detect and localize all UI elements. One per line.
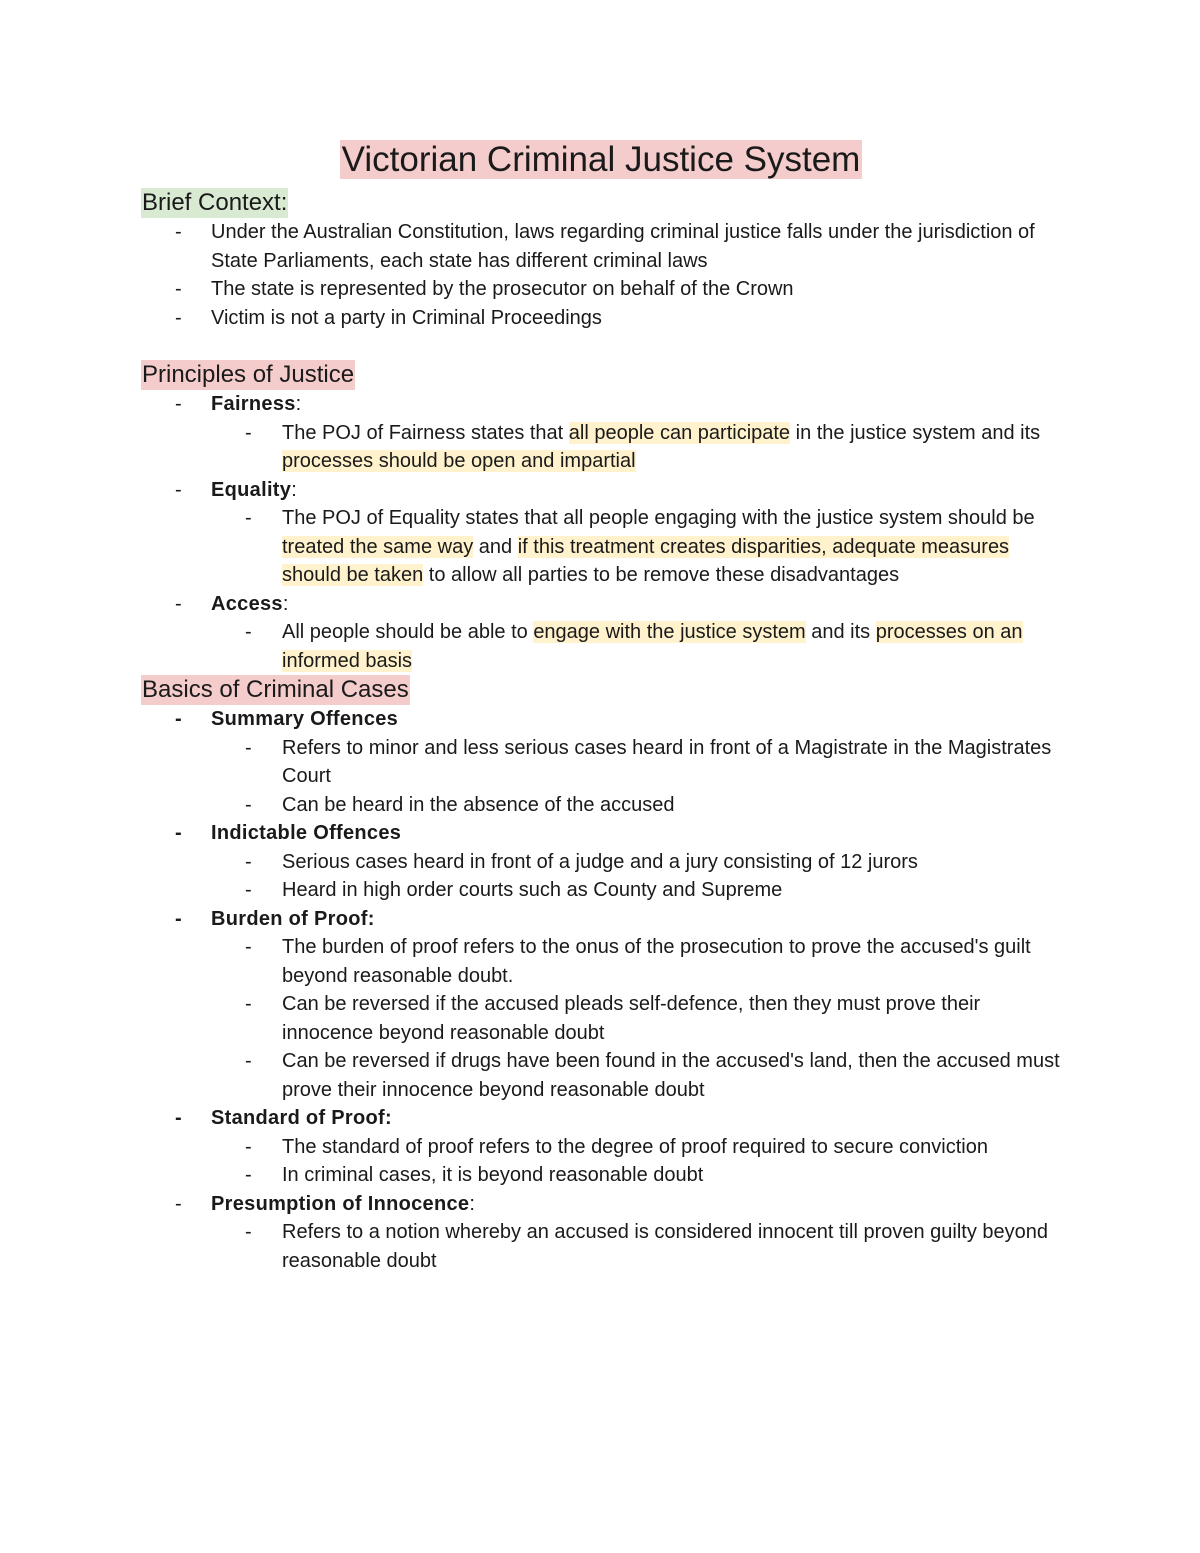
dash-bullet: - xyxy=(175,221,182,243)
dash-bullet: - xyxy=(175,278,182,300)
list-item: - Can be reversed if the accused pleads self-defence, then they must prove their innocence beyond reasonable doubt xyxy=(141,990,1061,1047)
dash-bullet: - xyxy=(245,1221,252,1243)
list-item: - Heard in high order courts such as County and Supreme xyxy=(141,876,1061,905)
highlight: engage with the justice system xyxy=(533,621,806,643)
dash-bullet: - xyxy=(245,421,252,444)
list-item: - Victim is not a party in Criminal Proceedings xyxy=(141,304,1061,333)
term-label: Summary Offences xyxy=(211,708,399,730)
brief-context-section xyxy=(141,188,1061,218)
principles-list xyxy=(141,390,1061,675)
dash-bullet: - xyxy=(175,1107,182,1129)
dash-bullet: - xyxy=(175,907,182,930)
list-item: - Refers to minor and less serious cases heard in front of a Magistrate in the Magistrates Court xyxy=(141,734,1061,791)
page-title: Victorian Criminal Justice System xyxy=(341,140,861,179)
term-label: Standard of Proof: xyxy=(211,1107,392,1129)
dash-bullet: - xyxy=(175,1192,182,1215)
dash-bullet: - xyxy=(245,850,252,873)
dash-bullet: - xyxy=(175,478,182,501)
dash-bullet: - xyxy=(245,621,252,643)
dash-bullet: - xyxy=(245,879,252,901)
term-label: Presumption of Innocence xyxy=(211,1192,470,1215)
list-item: - The state is represented by the prosecutor on behalf of the Crown xyxy=(141,275,1061,304)
dash-bullet: - xyxy=(175,822,182,844)
title-wrapper xyxy=(141,138,1061,182)
highlight: all people can participate xyxy=(568,421,791,444)
list-item: - The POJ of Equality states that all people engaging with the justice system should be treated the same way and if this treatment creates disparities, adequate measures should be taken to allow all parties to be remove these disadvantages xyxy=(141,504,1061,590)
list-item: - Can be reversed if drugs have been found in the accused's land, then the accused must prove their innocence beyond reasonable doubt xyxy=(141,1047,1061,1104)
term-label: Equality xyxy=(211,478,292,501)
topic-indictable-offences xyxy=(141,819,1061,848)
topic-burden-of-proof xyxy=(141,905,1061,934)
brief-context-heading: Brief Context: xyxy=(142,189,288,216)
basics-heading: Basics of Criminal Cases xyxy=(142,676,409,703)
brief-context-list xyxy=(141,218,1061,332)
highlight: processes should be open and impartial xyxy=(282,450,636,472)
dash-bullet: - xyxy=(175,393,182,415)
term-label: Burden of Proof: xyxy=(211,907,375,930)
dash-bullet: - xyxy=(245,936,252,958)
document-page xyxy=(141,138,1061,1275)
term-label: Fairness xyxy=(211,393,296,415)
dash-bullet: - xyxy=(245,507,252,529)
list-item: - The burden of proof refers to the onus of the prosecution to prove the accused's guilt beyond reasonable doubt. xyxy=(141,933,1061,990)
dash-bullet: - xyxy=(245,1164,252,1186)
dash-bullet: - xyxy=(245,736,252,759)
list-item: - The POJ of Fairness states that all people can participate in the justice system and its processes should be open and impartial xyxy=(141,419,1061,476)
list-item: - Under the Australian Constitution, laws regarding criminal justice falls under the jurisdiction of State Parliaments, each state has different criminal laws xyxy=(141,218,1061,275)
list-item: - Serious cases heard in front of a judge and a jury consisting of 12 jurors xyxy=(141,848,1061,877)
dash-bullet: - xyxy=(245,993,252,1015)
list-item: - All people should be able to engage with the justice system and its processes on an informed basis xyxy=(141,618,1061,675)
topic-presumption-of-innocence: - Presumption of Innocence: xyxy=(141,1190,1061,1219)
term-label: Indictable Offences xyxy=(211,822,402,844)
highlight: processes on an informed basis xyxy=(282,621,1023,672)
dash-bullet: - xyxy=(175,708,182,730)
list-item: - Refers to a notion whereby an accused is considered innocent till proven guilty beyond reasonable doubt xyxy=(141,1218,1061,1275)
dash-bullet: - xyxy=(245,1135,252,1158)
dash-bullet: - xyxy=(175,592,182,615)
topic-summary-offences xyxy=(141,705,1061,734)
list-item: - The standard of proof refers to the degree of proof required to secure conviction xyxy=(141,1133,1061,1162)
list-item: - Can be heard in the absence of the accused xyxy=(141,791,1061,820)
highlight: if this treatment creates disparities, adequate measures should be taken xyxy=(282,535,1010,586)
list-item: - In criminal cases, it is beyond reasonable doubt xyxy=(141,1161,1061,1190)
term-label: Access xyxy=(211,592,283,615)
basics-list xyxy=(141,705,1061,1275)
dash-bullet: - xyxy=(245,793,252,816)
principles-heading: Principles of Justice xyxy=(142,361,355,388)
highlight: treated the same way xyxy=(282,535,474,558)
principle-fairness: - Fairness: xyxy=(141,390,1061,419)
basics-section xyxy=(141,675,1061,705)
principle-access: - Access: xyxy=(141,590,1061,619)
principle-equality: - Equality: xyxy=(141,476,1061,505)
dash-bullet: - xyxy=(245,1050,252,1072)
principles-section xyxy=(141,360,1061,390)
topic-standard-of-proof xyxy=(141,1104,1061,1133)
dash-bullet: - xyxy=(175,306,182,329)
